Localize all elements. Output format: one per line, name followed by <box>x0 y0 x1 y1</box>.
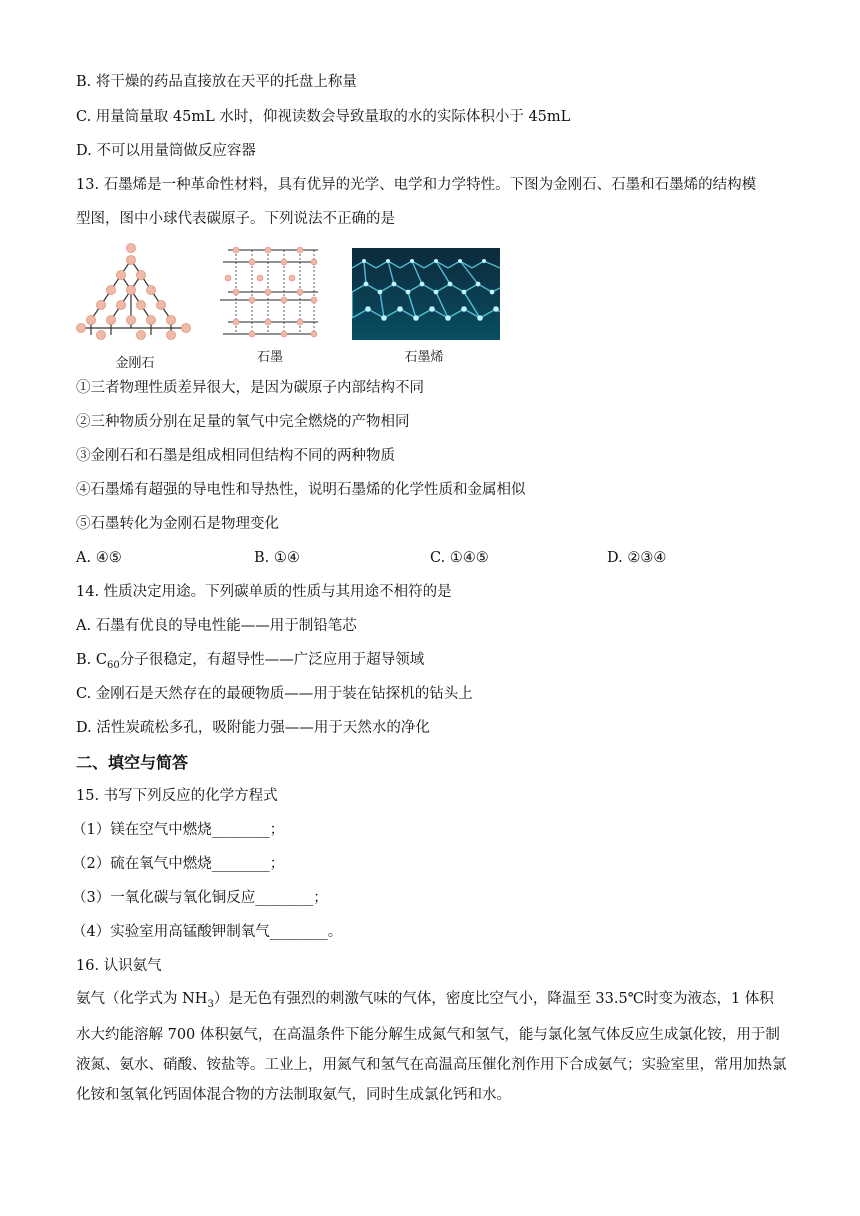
q13-option-b: B. ①④ <box>254 550 300 566</box>
graphite-caption: 石墨 <box>256 350 283 365</box>
q13-option-a: A. ④⑤ <box>76 550 122 566</box>
section-heading: 二、填空与简答 <box>76 753 189 772</box>
graphene-caption: 石墨烯 <box>404 350 444 365</box>
q15-item-1: （1）镁在空气中燃烧________； <box>72 822 285 838</box>
q16-paragraph-part1: 氨气（化学式为 NH <box>76 991 208 1007</box>
q15-item-2: （2）硫在氧气中燃烧________； <box>72 856 285 872</box>
q13-stem-line1: 13. 石墨烯是一种革命性材料，具有优异的光学、电学和力学特性。下图为金刚石、石墨和石墨烯的结构模 <box>76 177 757 193</box>
graphene-image <box>352 248 500 340</box>
q14-option-c: C. 金刚石是天然存在的最硬物质——用于装在钻探机的钻头上 <box>76 686 473 702</box>
q14-option-b-prefix: B. C <box>76 652 107 668</box>
q14-stem: 14. 性质决定用途。下列碳单质的性质与其用途不相符的是 <box>76 584 452 600</box>
q16-paragraph-subscript: 3 <box>207 998 214 1010</box>
q13-statement-4: ④石墨烯有超强的导电性和导热性，说明石墨烯的化学性质和金属相似 <box>76 482 526 498</box>
q13-statement-1: ①三者物理性质差异很大，是因为碳原子内部结构不同 <box>76 380 424 396</box>
q16-stem: 16. 认识氨气 <box>76 958 162 974</box>
q14-option-b <box>76 650 424 676</box>
q12-option-b: B. 将干燥的药品直接放在天平的托盘上称量 <box>76 74 357 90</box>
q15-item-4: （4）实验室用高锰酸钾制氧气________。 <box>72 924 343 940</box>
q14-option-d: D. 活性炭疏松多孔，吸附能力强——用于天然水的净化 <box>76 720 430 736</box>
diamond-caption: 金刚石 <box>115 356 155 371</box>
q16-paragraph-part2: ）是无色有强烈的刺激气味的气体，密度比空气小，降温至 33.5℃时变为液态，1 体积水大约能溶解 700 体积氨气，在高温条件下能分解生成氮气和氢气，能与氯化氢气体反应生成氯化铵，用于制液氮、氨水、硝酸、铵盐等。工业上，用氮气和氢气在高温高压催化剂作用下合成氨气；实验室里，常用加热氯化铵和氢氧化钙固体混合物的方法制取氨气，同时生成氯化钙和水。 <box>76 991 787 1103</box>
graphite-structure-figure <box>218 240 323 340</box>
q15-stem: 15. 书写下列反应的化学方程式 <box>76 788 278 804</box>
q12-option-d: D. 不可以用量筒做反应容器 <box>76 143 256 159</box>
q14-option-b-text: 分子很稳定，有超导性——广泛应用于超导领域 <box>119 652 425 668</box>
q13-statement-3: ③金刚石和石墨是组成相同但结构不同的两种物质 <box>76 448 395 464</box>
q13-option-d: D. ②③④ <box>607 550 667 566</box>
q12-option-c: C. 用量筒量取 45mL 水时，仰视读数会导致量取的水的实际体积小于 45mL <box>76 109 571 125</box>
q14-option-a: A. 石墨有优良的导电性能——用于制铅笔芯 <box>76 618 357 634</box>
q13-statement-2: ②三种物质分别在足量的氧气中完全燃烧的产物相同 <box>76 414 410 430</box>
q15-item-3: （3）一氧化碳与氧化铜反应________； <box>72 890 328 906</box>
q14-option-b-subscript: 60 <box>106 659 120 671</box>
q13-statement-5: ⑤石墨转化为金刚石是物理变化 <box>76 516 279 532</box>
diamond-structure-figure <box>76 240 196 350</box>
q13-option-c: C. ①④⑤ <box>430 550 489 566</box>
q16-paragraph <box>76 984 788 1110</box>
q13-stem-line2: 型图，图中小球代表碳原子。下列说法不正确的是 <box>76 211 395 227</box>
